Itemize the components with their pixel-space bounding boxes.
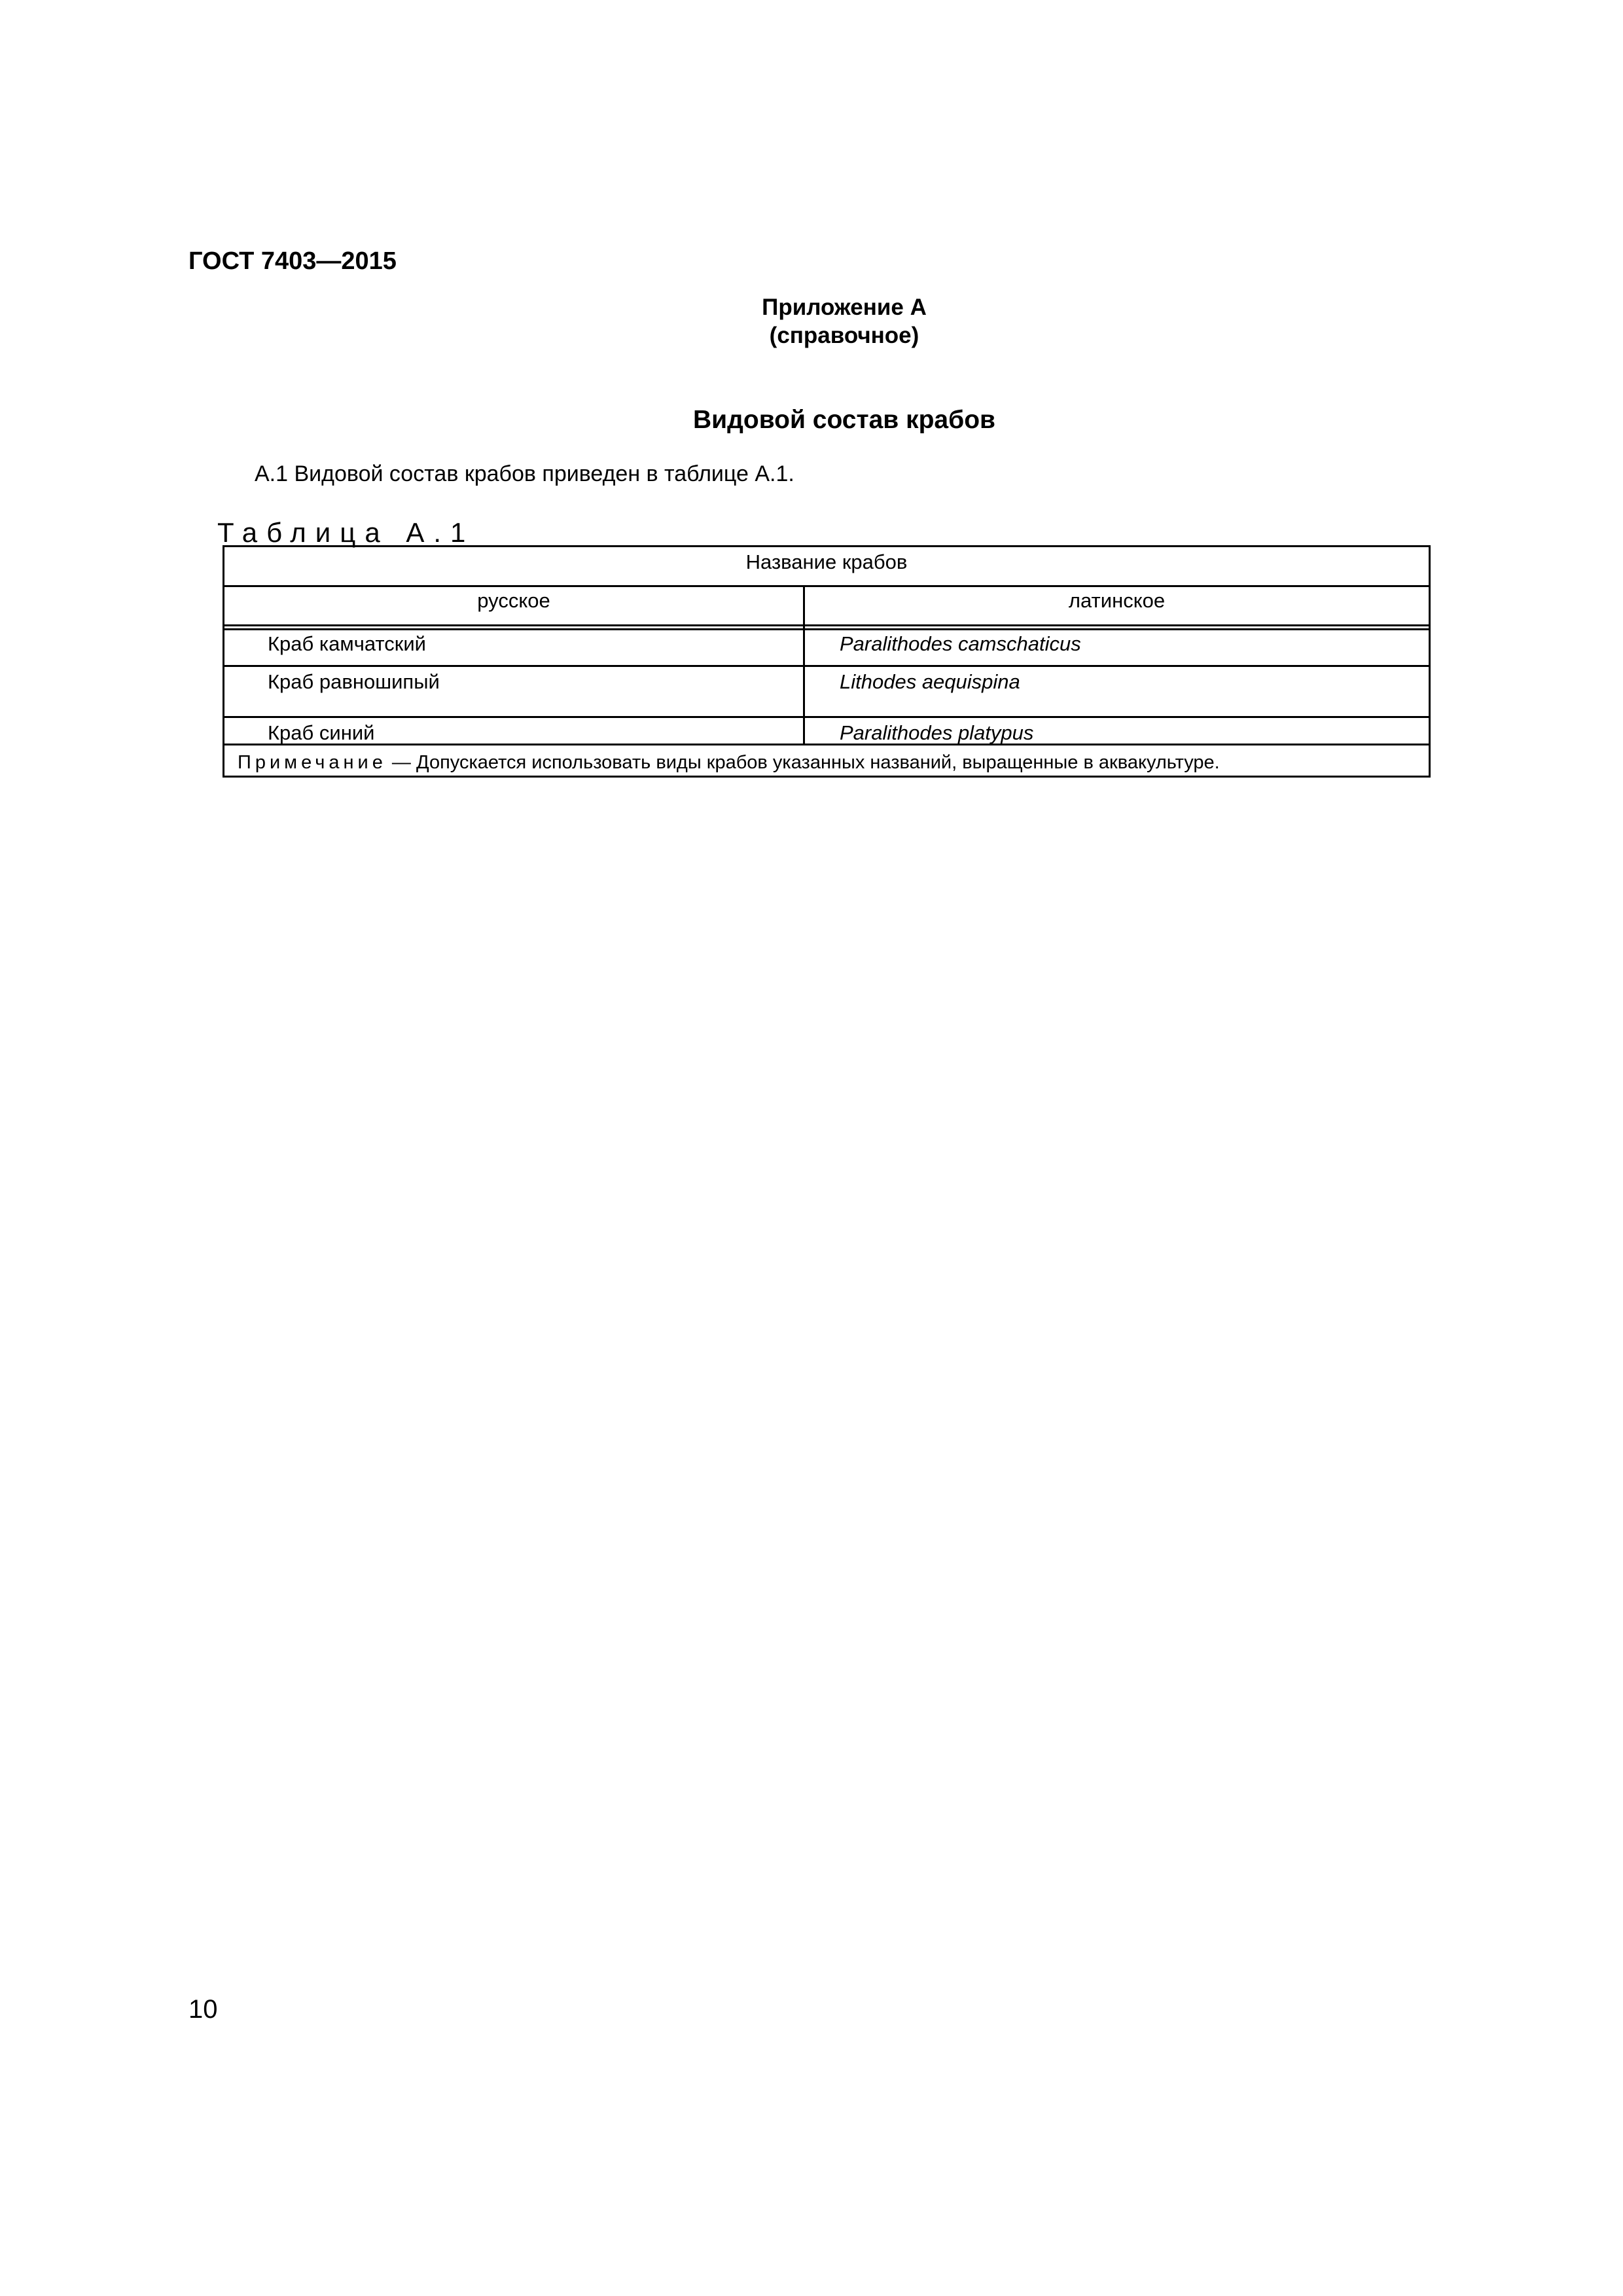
table-note [238, 752, 1220, 774]
page-number: 10 [188, 1995, 218, 2024]
table-rule [224, 716, 1429, 718]
table-rule [224, 585, 1429, 587]
table-rule [224, 744, 1429, 745]
species-table [223, 545, 1431, 778]
table-header-russian: русское [477, 589, 550, 612]
table-cell-latin: Paralithodes platypus [840, 721, 1034, 744]
table-rule [224, 624, 1429, 626]
document-id: ГОСТ 7403—2015 [188, 247, 397, 275]
table-rule [224, 628, 1429, 630]
table-cell-latin: Lithodes aequispina [840, 670, 1020, 693]
table-note-label: Примечание [238, 752, 387, 773]
section-title: Видовой состав крабов [692, 406, 996, 434]
table-header-latin: латинское [1068, 589, 1166, 612]
intro-paragraph: А.1 Видовой состав крабов приведен в таблице А.1. [255, 461, 794, 486]
table-cell-latin: Paralithodes camschaticus [840, 632, 1081, 655]
appendix-title: Приложение А [762, 295, 927, 320]
table-cell-russian: Краб синий [268, 721, 375, 744]
table-group-header: Название крабов [745, 550, 908, 573]
table-cell-russian: Краб камчатский [268, 632, 426, 655]
appendix-kind: (справочное) [769, 323, 919, 348]
table-cell-russian: Краб равношипый [268, 670, 440, 693]
table-caption: Таблица А.1 [217, 517, 475, 548]
table-note-text: — Допускается использовать виды крабов указанных названий, выращенные в аквакультуре. [386, 752, 1220, 773]
table-rule [224, 665, 1429, 667]
